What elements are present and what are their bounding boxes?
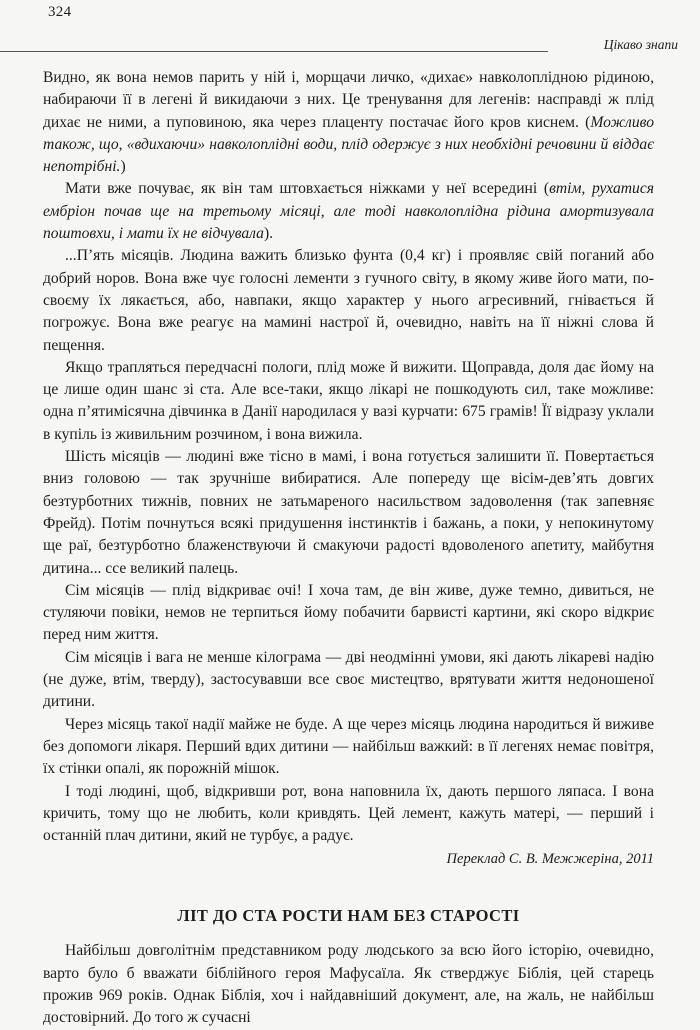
paragraph-text: Сім місяців і вага не менше кілограма — дві неодмінні умови, які дають лікареві надію (не дуже, втім, тверду), застосувавши все своє мистецтво, врятувати життя недоношеної дитини. bbox=[43, 648, 654, 711]
article-heading: ЛІТ ДО СТА РОСТИ НАМ БЕЗ СТАРОСТІ bbox=[177, 906, 520, 926]
paragraph bbox=[43, 357, 654, 446]
paragraph-text: Через місяць такої надії майже не буде. А ще через місяць людина народиться й виживе без допомоги лікаря. Перший вдих дитини — найбільш важкий: в її легенях немає повітря, їх стінки опалі, як порожній мішок. bbox=[43, 715, 654, 778]
translation-attribution: Переклад С. В. Межжеріна, 2011 bbox=[446, 851, 654, 868]
paragraph-text: Видно, як вона немов парить у ній і, морщачи личко, «дихає» навколоплідною рідиною, набираючи її в легені й викидаючи з них. Це тренування для легенів: насправді ж плід дихає не ними, а пуповиною, яка через плаценту постачає його кров киснем. ( bbox=[43, 69, 654, 131]
paragraph-text: Шість місяців — людині вже тісно в мамі, і вона готується залишити її. Повертається вниз головою — так зручніше вибиратися. Але попереду ще вісім-дев’ять довгих безтурботних тижнів, повних не затьмареного насильством задоволення (так запевняє Фрейд). Потім почнуться всякі придушення інстинктів і бажань, а поки, у непокинутому ще раї, безтурботно блаженствуючи й смакуючи радості вдоволеного апетиту, майбутня дитина... ссе великий палець. bbox=[43, 448, 654, 577]
paragraph bbox=[43, 245, 654, 356]
paragraph bbox=[43, 647, 654, 714]
paragraph bbox=[43, 940, 654, 1029]
page-number: 324 bbox=[48, 4, 72, 20]
paragraph bbox=[43, 178, 654, 245]
page-content bbox=[43, 67, 654, 1030]
article-translation bbox=[43, 67, 654, 847]
paragraph bbox=[43, 781, 654, 848]
italic-aside: Можливо також, що, «вдихаючи» навколоплідні води, плід одержує з них необхідні речовини й віддає непотрібні. bbox=[43, 113, 654, 176]
paragraph-text: ...П’ять місяців. Людина важить близько фунта (0,4 кг) і проявляє свій поганий або добрий норов. Вона вже чує голосні лементи з гучного світу, в якому живе його мати, по-своєму їх лякається, або, навпаки, якщо характер у нього агресивний, гнівається й погрожує. Вона вже реагує на мамині настрої й, очевидно, навіть на її ніжні слова й пещення. bbox=[43, 247, 654, 354]
header-rule bbox=[0, 51, 548, 52]
paragraph bbox=[43, 580, 654, 647]
paragraph bbox=[43, 714, 654, 781]
paragraph-text: Якщо трапляться передчасні пологи, плід може й вижити. Щоправда, доля дає йому на це лише один шанс зі ста. Але все-таки, якщо лікарі не пошкодують сил, таке можливе: одна п’ятимісячна дівчинка в Данії народилася у вазі курчати: 675 грамів! Її відразу уклали в купіль із живильним розчином, і вона вижила. bbox=[43, 358, 654, 443]
section-title: Цікаво знапи bbox=[603, 37, 678, 52]
paragraph bbox=[43, 67, 654, 178]
paragraph-text: ) bbox=[120, 158, 126, 176]
running-header bbox=[0, 37, 700, 57]
article-longevity bbox=[43, 940, 654, 1029]
paragraph-text: ). bbox=[263, 225, 274, 243]
paragraph-text: І тоді людині, щоб, відкривши рот, вона наповнила їх, дають першого ляпаса. І вона кричить, тому що не любить, коли кривдять. Цей лемент, кажуть матері, — перший і останній плач дитини, який не турбує, а радує. bbox=[43, 782, 654, 845]
paragraph-text: Мати вже почуває, як він там штовхається ніжками у неї всередині ( bbox=[65, 180, 550, 198]
paragraph-text: Сім місяців — плід відкриває очі! І хоча там, де він живе, дуже темно, дивиться, не стуляючи повіки, немов не терпиться йому побачити барвисті картини, які скоро відкриє перед ним життя. bbox=[43, 581, 654, 644]
paragraph-text: Найбільш довголітнім представником роду людського за всю його історію, очевидно, варто було б вважати біблійного героя Мафусаїла. Як стверджує Біблія, цей старець прожив 969 років. Однак Біблія, хоч і найдавніший документ, але, на жаль, не найбільш достовірний. До того ж сучасні bbox=[43, 942, 654, 1027]
italic-aside: втім, рухатися ембріон почав ще на третьому місяці, але тоді навколоплідна рідина амортизувала поштовхи, і мати їх не відчувала bbox=[43, 180, 654, 243]
paragraph bbox=[43, 446, 654, 580]
